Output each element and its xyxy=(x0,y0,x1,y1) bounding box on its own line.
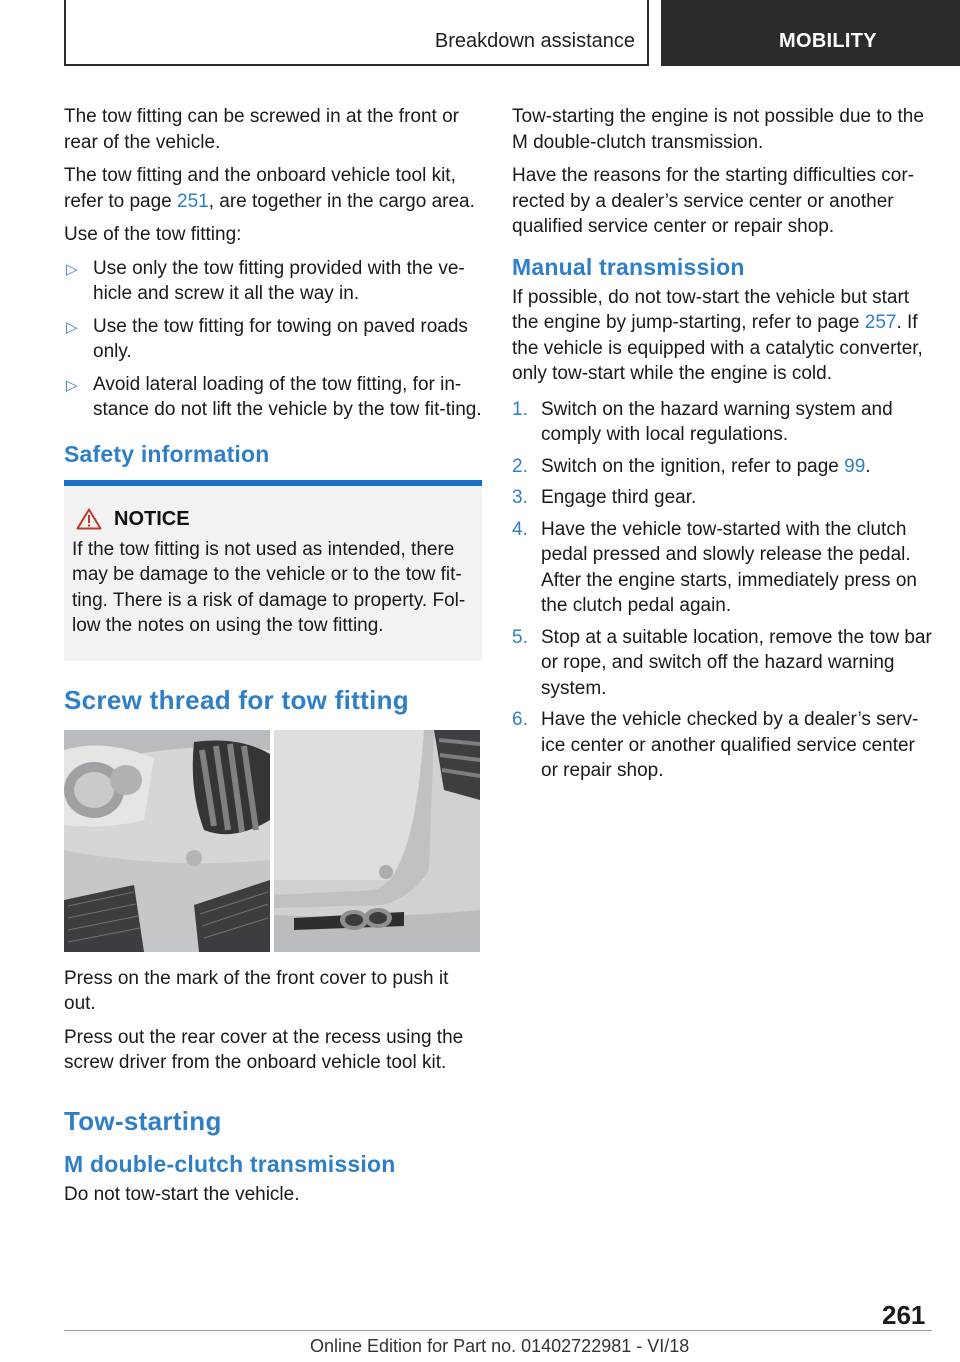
subsection-heading-mdct: M double-clutch transmission xyxy=(64,1150,396,1177)
paragraph xyxy=(64,163,482,214)
step-text: Have the vehicle checked by a dealer’s serv‐ice center or another qualified service center or repair shop. xyxy=(541,709,919,781)
page-number: 261 xyxy=(882,1300,926,1330)
step-number: 2. xyxy=(512,455,528,477)
paragraph xyxy=(512,285,932,387)
step-number: 5. xyxy=(512,626,528,648)
list-item xyxy=(512,454,932,480)
tow-fitting-photo xyxy=(64,730,480,952)
text: . If the vehicle is equipped with a catalytic converter, only tow-start while the engine is cold. xyxy=(512,312,923,384)
list-item xyxy=(64,256,482,307)
text: If possible, do not tow-start the vehicle but start the engine by jump-starting, refer to page xyxy=(512,286,910,333)
paragraph: Have the reasons for the starting difficulties cor‐rected by a dealer’s service center or another qualified service center or repair shop. xyxy=(512,165,915,237)
list-item xyxy=(512,517,932,619)
step-text: Switch on the hazard warning system and comply with local regulations. xyxy=(541,398,893,445)
triangle-bullet-icon: ▷ xyxy=(66,376,78,394)
rear-bumper-image xyxy=(274,730,480,952)
step-number: 6. xyxy=(512,709,528,730)
text: , are together in the cargo area. xyxy=(208,190,475,212)
paragraph: Tow-starting the engine is not possible due to the M double-clutch transmission. xyxy=(512,106,924,153)
notice-header xyxy=(76,508,472,531)
paragraph: The tow fitting can be screwed in at the front or rear of the vehicle. xyxy=(64,106,459,153)
step-text: Switch on the ignition, refer to page xyxy=(541,455,845,477)
text: The tow fitting and the onboard vehicle tool kit, refer to page xyxy=(64,165,456,212)
step-text: Engage third gear. xyxy=(541,487,697,508)
footer-divider xyxy=(64,1330,932,1331)
page-link-99[interactable]: 99 xyxy=(844,455,866,477)
header-chapter-box xyxy=(661,0,960,66)
paragraph: Press on the mark of the front cover to push it out. xyxy=(64,967,449,1014)
paragraph: Do not tow-start the vehicle. xyxy=(64,1183,300,1205)
notice-title: NOTICE xyxy=(114,507,190,530)
list-item-text: Use only the tow fitting provided with the ve‐hicle and screw it all the way in. xyxy=(93,257,465,304)
list-item xyxy=(512,625,932,702)
step-number: 1. xyxy=(512,398,528,420)
list-item xyxy=(512,707,932,784)
list-item xyxy=(512,397,932,448)
list-item xyxy=(512,485,932,511)
section-heading-tow-starting: Tow-starting xyxy=(64,1105,222,1136)
page-link-257[interactable]: 257 xyxy=(864,312,897,333)
bullet-list xyxy=(64,256,482,423)
left-column xyxy=(64,104,482,1215)
list-item-text: Use the tow fitting for towing on paved roads only. xyxy=(93,315,468,362)
footer-edition: Online Edition for Part no. 01402722981 - VI/18 xyxy=(310,1336,690,1356)
front-bumper-image xyxy=(64,730,270,952)
subsection-heading-manual: Manual transmission xyxy=(512,253,745,280)
step-text: . xyxy=(865,455,871,477)
list-item xyxy=(64,372,482,423)
step-text: Stop at a suitable location, remove the tow bar or rope, and switch off the hazard warning system. xyxy=(541,626,932,699)
step-list xyxy=(512,397,932,784)
right-column xyxy=(512,104,932,790)
step-number: 4. xyxy=(512,518,528,540)
list-item xyxy=(64,314,482,365)
step-text: Have the vehicle tow-started with the clutch pedal pressed and slowly release the pedal. After the engine starts, immediately press on the clutch pedal again. xyxy=(541,518,917,616)
header-section-box xyxy=(64,0,649,66)
paragraph: Press out the rear cover at the recess using the screw driver from the onboard vehicle tool kit. xyxy=(64,1026,464,1073)
notice-text: If the tow fitting is not used as intended, there may be damage to the vehicle or to the tow fit‐ting. There is a risk of damage to property. Fol‐low the notes on using the tow fitting. xyxy=(72,538,466,636)
paragraph: Use of the tow fitting: xyxy=(64,224,242,245)
section-heading-safety: Safety information xyxy=(64,440,270,467)
page-link-251[interactable]: 251 xyxy=(177,190,209,212)
list-item-text: Avoid lateral loading of the tow fitting, for in‐stance do not lift the vehicle by the tow fit‐ting. xyxy=(93,373,482,420)
step-number: 3. xyxy=(512,487,528,508)
warning-triangle-icon xyxy=(76,508,102,530)
notice-box xyxy=(64,480,482,661)
triangle-bullet-icon: ▷ xyxy=(66,318,78,336)
header-chapter-title: MOBILITY xyxy=(779,30,877,52)
section-heading-screw-thread: Screw thread for tow fitting xyxy=(64,684,409,715)
triangle-bullet-icon: ▷ xyxy=(66,260,78,278)
header-section-title: Breakdown assistance xyxy=(434,30,635,52)
